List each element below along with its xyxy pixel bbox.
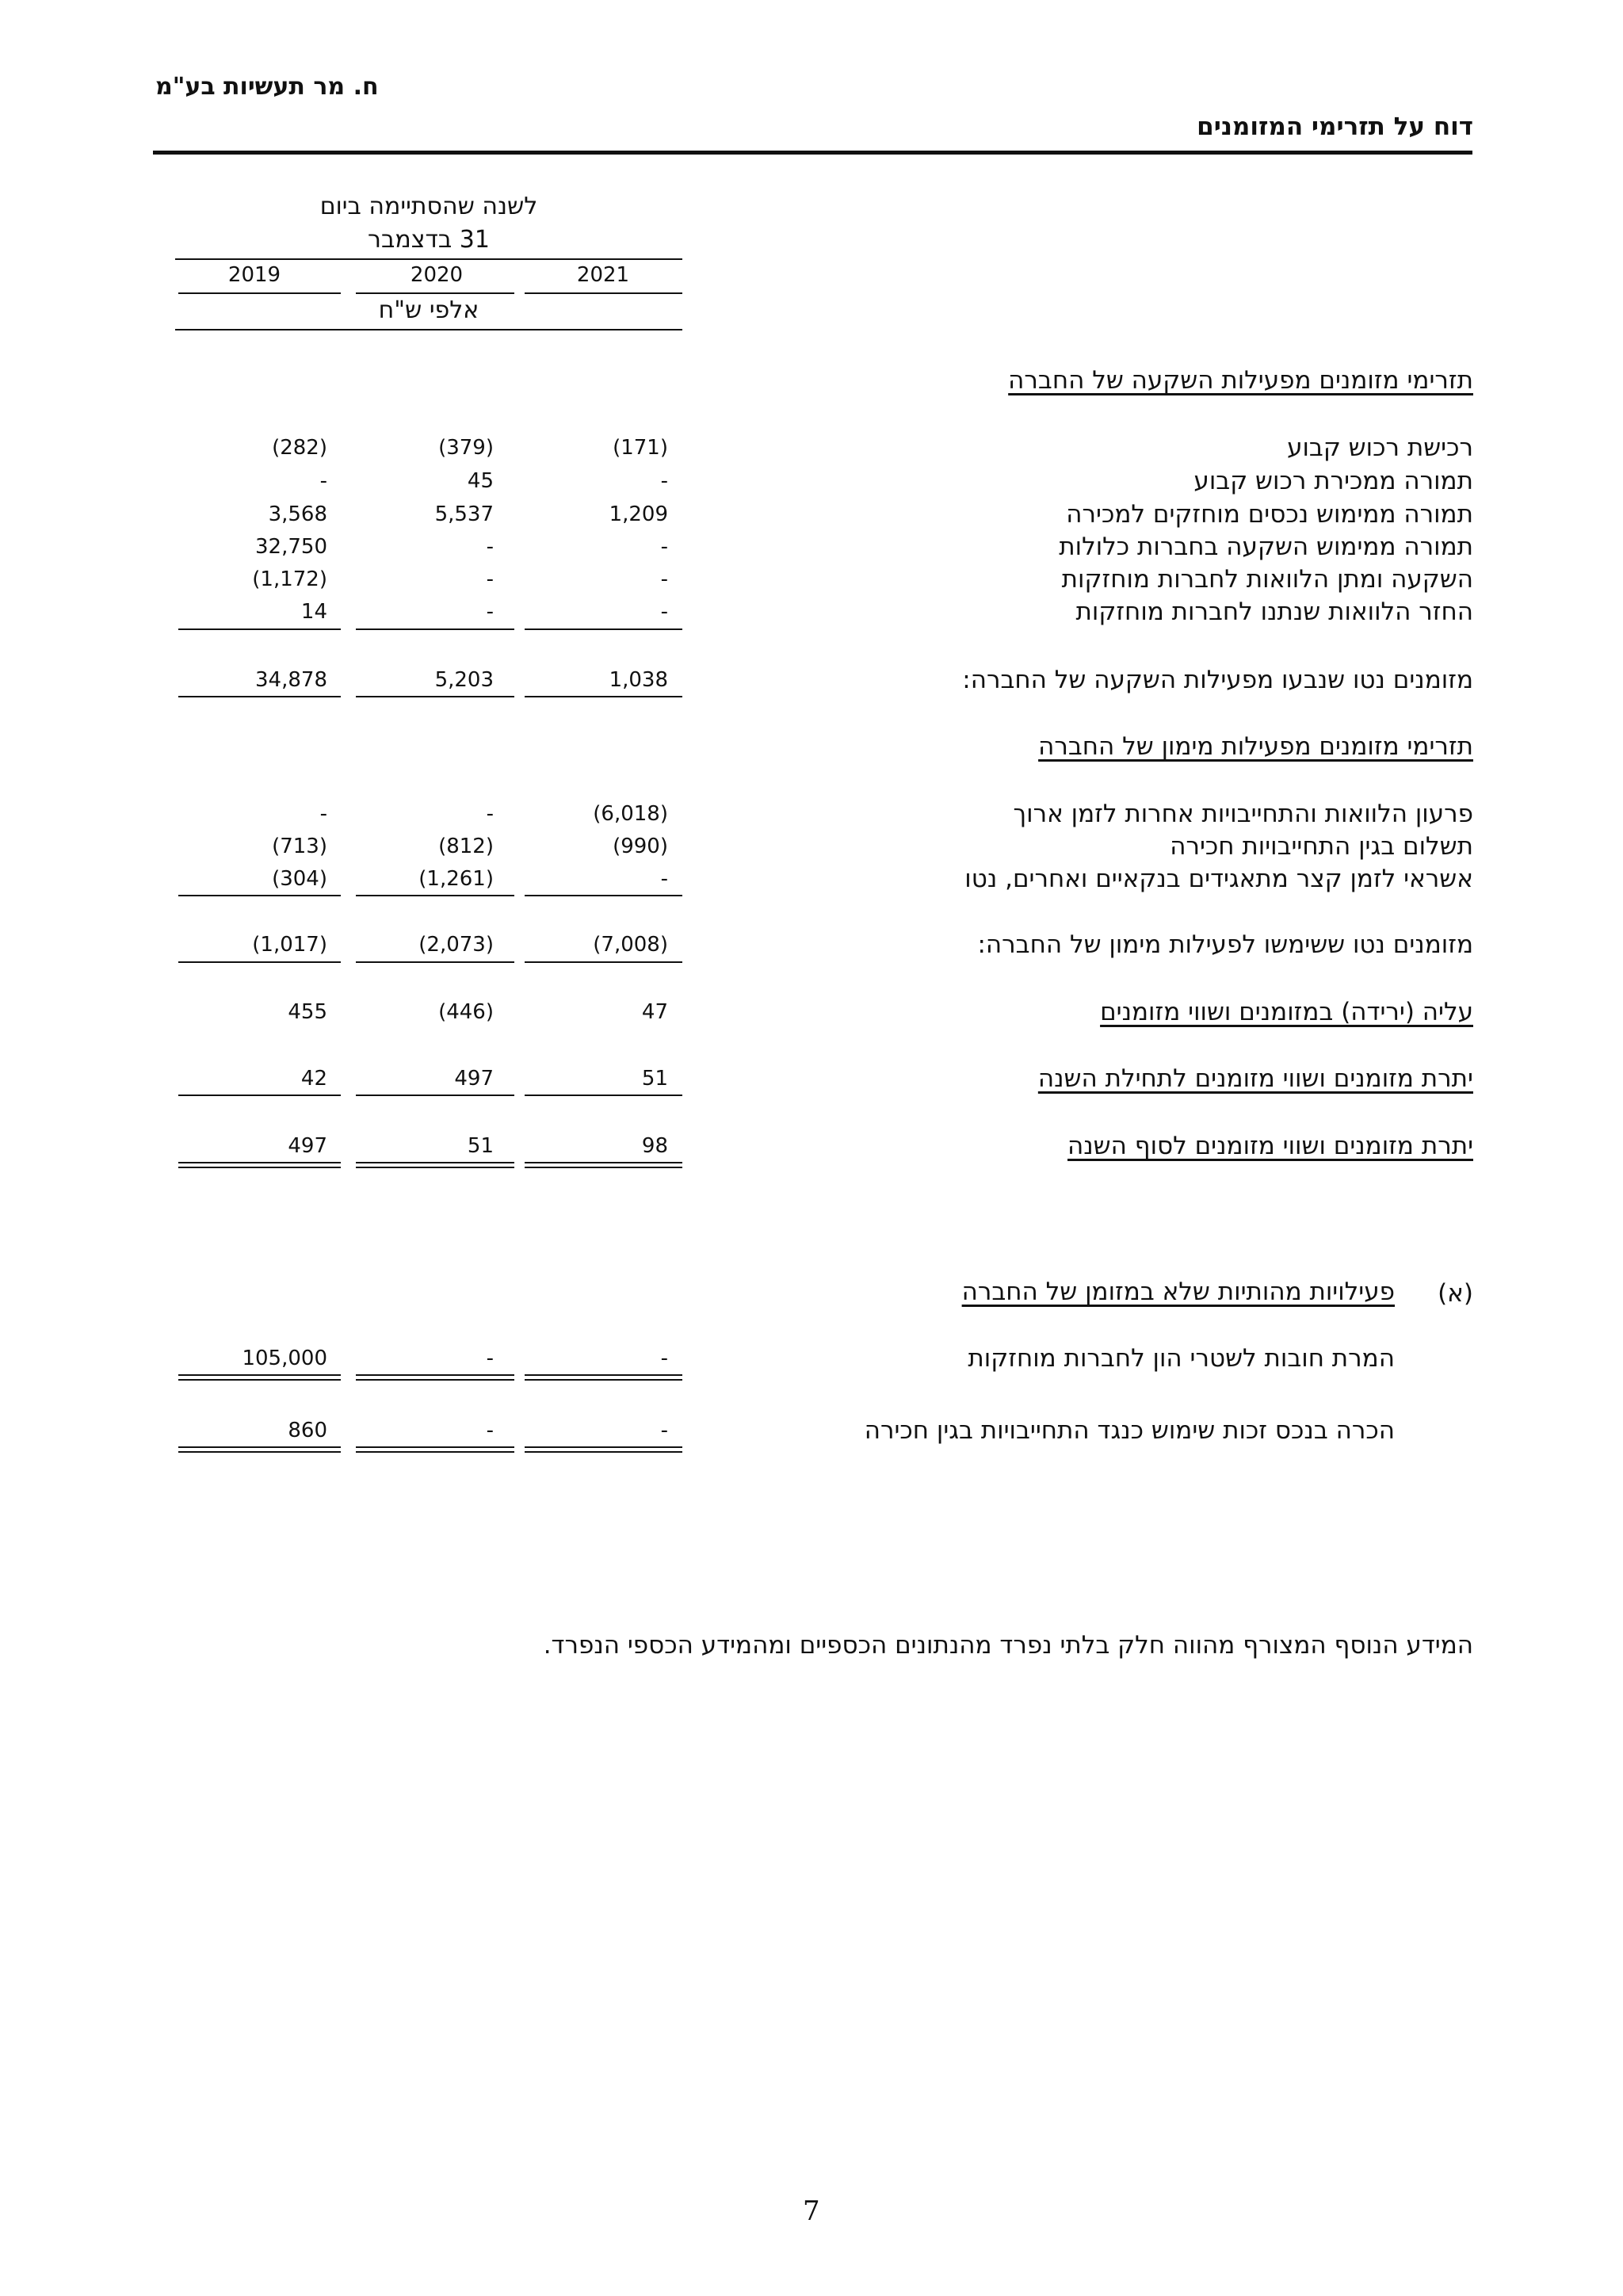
cell-2020: 45 xyxy=(467,469,494,493)
cell-2020: (1,261) xyxy=(418,867,494,891)
period-date: 31 בדצמבר xyxy=(368,226,490,254)
total-double-rule xyxy=(525,1446,682,1453)
total-rule xyxy=(178,961,341,963)
grand-total-double-rule xyxy=(525,1162,682,1168)
cell-2019: 14 xyxy=(300,600,327,624)
subtotal-rule xyxy=(178,628,341,630)
subtotal-rule xyxy=(525,1095,682,1096)
year-2019: 2019 xyxy=(227,263,281,287)
noncash-heading: פעילויות מהותיות שלא במזומן של החברה xyxy=(961,1278,1395,1306)
total-double-rule xyxy=(178,1446,341,1453)
year-rule xyxy=(525,292,682,294)
cell-2021: - xyxy=(660,1347,668,1370)
total-double-rule xyxy=(178,1374,341,1381)
cell-2020: 497 xyxy=(454,1067,494,1091)
cell-2021: 51 xyxy=(641,1067,668,1091)
cell-2021: 1,209 xyxy=(609,502,668,526)
cell-2020: - xyxy=(486,600,494,624)
cell-2019: 42 xyxy=(300,1067,327,1091)
opening-balance-label: יתרת מזומנים ושווי מזומנים לתחילת השנה xyxy=(1037,1064,1473,1093)
total-double-rule xyxy=(356,1374,514,1381)
cell-2019: 455 xyxy=(288,1000,327,1024)
net-change-label: עליה (ירידה) במזומנים ושווי מזומנים xyxy=(1100,998,1473,1026)
cell-2021: - xyxy=(660,535,668,559)
total-double-rule xyxy=(525,1374,682,1381)
cell-2021: - xyxy=(660,600,668,624)
cell-2020: (812) xyxy=(438,835,494,858)
subtotal-rule xyxy=(178,895,341,896)
cell-2021: (6,018) xyxy=(593,802,668,826)
cell-2020: (446) xyxy=(438,1000,494,1024)
cell-2019: (304) xyxy=(272,867,327,891)
cell-2020: - xyxy=(486,802,494,826)
closing-balance-label: יתרת מזומנים ושווי מזומנים לסוף השנה xyxy=(1067,1132,1473,1160)
cell-2021: - xyxy=(660,567,668,591)
total-double-rule xyxy=(356,1446,514,1453)
cell-2021: 98 xyxy=(641,1134,668,1158)
cell-2020: (2,073) xyxy=(418,933,494,957)
financing-heading: תזרימי מזומנים מפעילות מימון של החברה xyxy=(1038,732,1473,761)
year-2021: 2021 xyxy=(576,263,630,287)
total-rule xyxy=(525,961,682,963)
row-label: תמורה ממכירת רכוש קבוע xyxy=(1193,467,1473,495)
cell-2021: - xyxy=(660,867,668,891)
year-2020: 2020 xyxy=(410,263,464,287)
row-label: החזר הלוואות שנתנו לחברות מוחזקות xyxy=(1075,598,1473,626)
cell-2021: - xyxy=(660,469,668,493)
cell-2021: (171) xyxy=(613,436,668,460)
subtotal-rule xyxy=(178,1095,341,1096)
cell-2021: 47 xyxy=(641,1000,668,1024)
company-name: ח. מר תעשיות בע"מ xyxy=(155,73,379,101)
financing-total-label: מזומנים נטו ששימשו לפעילות מימון של החברה: xyxy=(977,930,1473,959)
header-rule-bottom xyxy=(175,329,682,330)
cell-2019: 860 xyxy=(288,1419,327,1442)
grand-total-double-rule xyxy=(178,1162,341,1168)
cell-2019: (282) xyxy=(272,436,327,460)
cell-2021: (7,008) xyxy=(593,933,668,957)
cell-2020: - xyxy=(486,535,494,559)
total-rule xyxy=(356,961,514,963)
row-label: תשלום בגין התחייבויות חכירה xyxy=(1170,832,1473,861)
cell-2019: - xyxy=(319,802,327,826)
year-rule xyxy=(356,292,514,294)
note-marker: (א) xyxy=(1438,1279,1473,1308)
total-rule xyxy=(178,696,341,697)
row-label: השקעה ומתן הלוואות לחברות מוחזקות xyxy=(1061,565,1473,594)
subtotal-rule xyxy=(525,895,682,896)
cell-2019: 105,000 xyxy=(242,1347,327,1370)
investing-total-label: מזומנים נטו שנבעו מפעילות השקעה של החברה: xyxy=(962,666,1473,694)
row-label: רכישת רכוש קבוע xyxy=(1287,434,1473,462)
cell-2019: 3,568 xyxy=(268,502,327,526)
cell-2020: 5,203 xyxy=(434,668,494,692)
cell-2019: (713) xyxy=(272,835,327,858)
year-rule xyxy=(178,292,341,294)
row-label: הכרה בנכס זכות שימוש כנגד התחייבויות בגין חכירה xyxy=(864,1416,1395,1445)
footer-note: המידע הנוסף המצורף מהווה חלק בלתי נפרד מהנתונים הכספיים ומהמידע הכספי הנפרד. xyxy=(543,1631,1473,1660)
row-label: תמורה ממימוש השקעה בחברות כלולות xyxy=(1059,533,1473,561)
cell-2019: 497 xyxy=(288,1134,327,1158)
row-label: המרת חובות לשטרי הון לחברות מוחזקות xyxy=(968,1344,1395,1373)
header-rule xyxy=(153,151,1472,155)
period-heading: לשנה שהסתיימה ביום xyxy=(319,193,538,220)
subtotal-rule xyxy=(356,1095,514,1096)
total-rule xyxy=(356,696,514,697)
subtotal-rule xyxy=(356,628,514,630)
cell-2021: - xyxy=(660,1419,668,1442)
cell-2020: - xyxy=(486,1419,494,1442)
cell-2019: - xyxy=(319,469,327,493)
cell-2021: 1,038 xyxy=(609,668,668,692)
investing-heading: תזרימי מזומנים מפעילות השקעה של החברה xyxy=(1008,366,1473,395)
cell-2020: 5,537 xyxy=(434,502,494,526)
subtotal-rule xyxy=(525,628,682,630)
cell-2020: - xyxy=(486,567,494,591)
cell-2021: (990) xyxy=(613,835,668,858)
cell-2019: (1,172) xyxy=(252,567,327,591)
row-label: תמורה ממימוש נכסים מוחזקים למכירה xyxy=(1066,500,1473,529)
cell-2019: (1,017) xyxy=(252,933,327,957)
header-rule-top xyxy=(175,258,682,260)
row-label: פרעון הלוואות והתחייבויות אחרות לזמן ארוך xyxy=(1013,800,1473,828)
cell-2020: (379) xyxy=(438,436,494,460)
total-rule xyxy=(525,696,682,697)
grand-total-double-rule xyxy=(356,1162,514,1168)
statement-title: דוח על תזרימי המזומנים xyxy=(1197,113,1473,141)
page-number: 7 xyxy=(803,2195,820,2227)
cell-2019: 32,750 xyxy=(255,535,327,559)
cell-2019: 34,878 xyxy=(255,668,327,692)
subtotal-rule xyxy=(356,895,514,896)
units-label: אלפי ש"ח xyxy=(378,296,479,324)
cell-2020: 51 xyxy=(467,1134,494,1158)
row-label: אשראי לזמן קצר מתאגידים בנקאיים ואחרים, נטו xyxy=(964,865,1473,893)
cell-2020: - xyxy=(486,1347,494,1370)
